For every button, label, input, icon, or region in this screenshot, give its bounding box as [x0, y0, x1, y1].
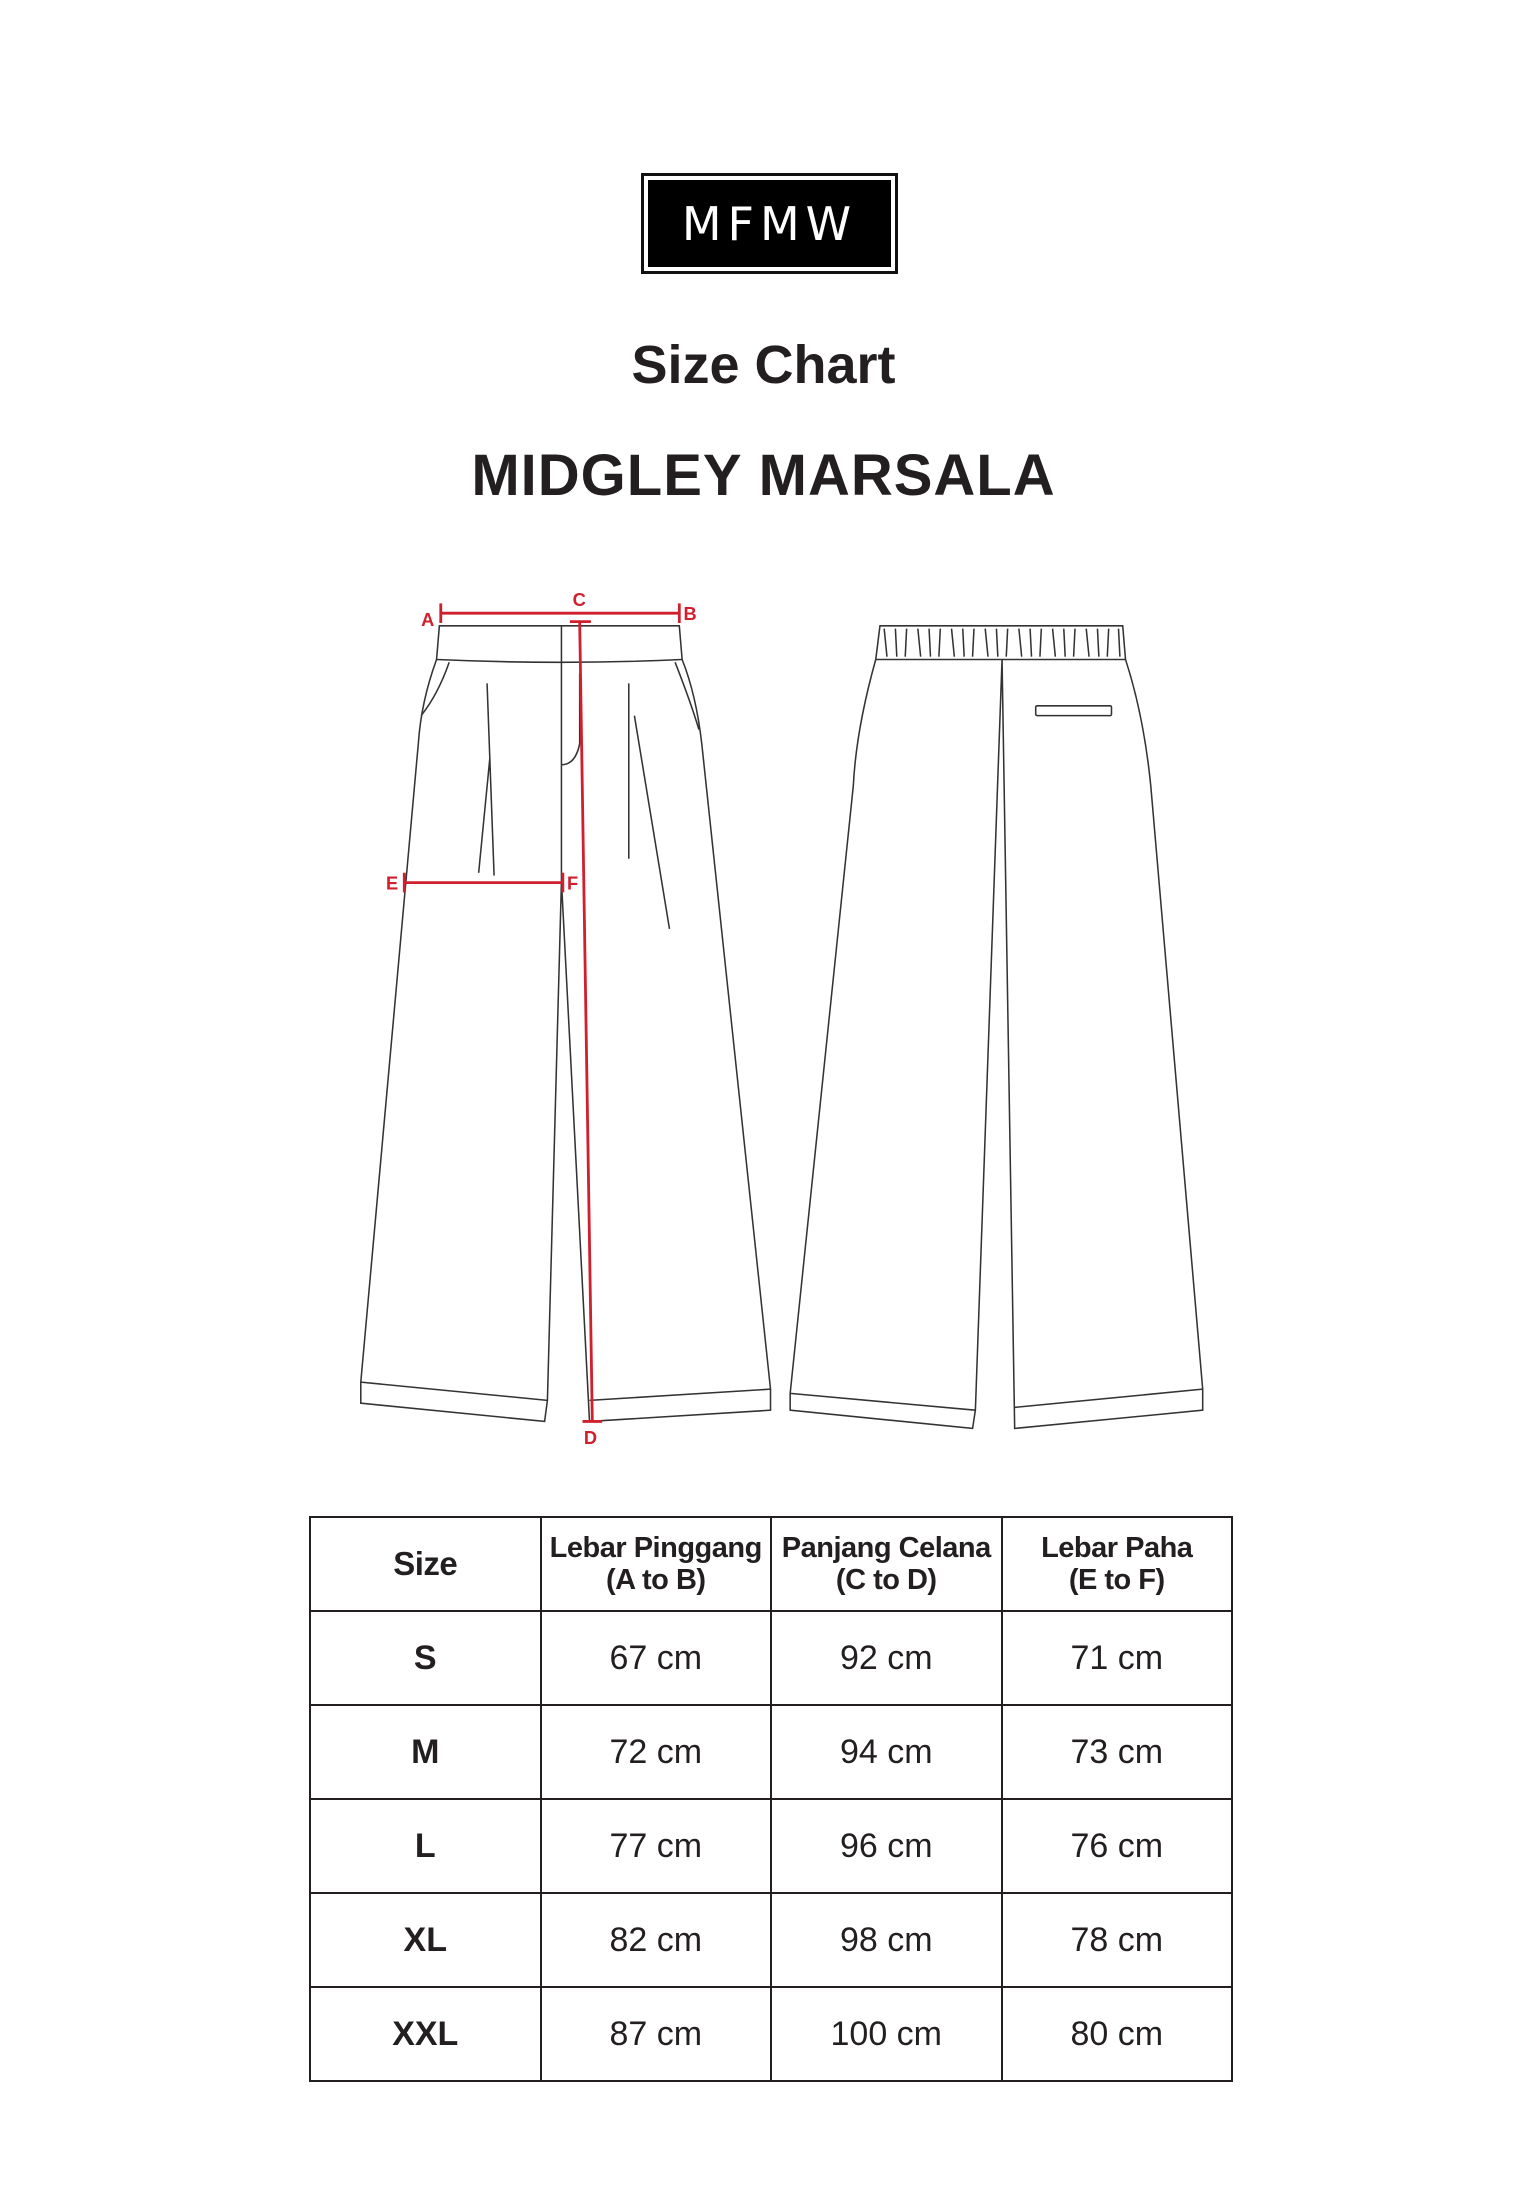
- table-header-row: [310, 1517, 1232, 1611]
- waist-cell: 77 cm: [541, 1799, 772, 1893]
- header-label: Size: [393, 1545, 458, 1582]
- table-row: [310, 1705, 1232, 1799]
- thigh-cell: 80 cm: [1002, 1987, 1233, 2081]
- thigh-cell: 71 cm: [1002, 1611, 1233, 1705]
- length-cell: 94 cm: [771, 1705, 1002, 1799]
- header-size: [310, 1517, 541, 1611]
- header-length: [771, 1517, 1002, 1611]
- waist-cell: 87 cm: [541, 1987, 772, 2081]
- table-row: [310, 1611, 1232, 1705]
- thigh-cell: 76 cm: [1002, 1799, 1233, 1893]
- label-c: C: [572, 589, 586, 611]
- label-d: D: [583, 1426, 598, 1448]
- table-row: [310, 1987, 1232, 2081]
- header-sublabel: (E to F): [1068, 1564, 1165, 1596]
- header-waist: [541, 1517, 772, 1611]
- size-cell: XXL: [310, 1987, 541, 2081]
- label-f: F: [567, 872, 579, 894]
- thigh-cell: 78 cm: [1002, 1893, 1233, 1987]
- front-pants-outline: [361, 626, 771, 1422]
- label-b: B: [683, 603, 697, 625]
- header-thigh: [1002, 1517, 1233, 1611]
- header-label: Lebar Pinggang: [549, 1532, 762, 1564]
- measurement-lines: [404, 603, 679, 1421]
- table-row: [310, 1893, 1232, 1987]
- label-a: A: [421, 608, 435, 630]
- brand-logo-text: MFMW: [648, 180, 891, 267]
- thigh-cell: 73 cm: [1002, 1705, 1233, 1799]
- header-sublabel: (C to D): [835, 1564, 937, 1596]
- waist-cell: 72 cm: [541, 1705, 772, 1799]
- length-cell: 96 cm: [771, 1799, 1002, 1893]
- length-cell: 100 cm: [771, 1987, 1002, 2081]
- page-title: Size Chart: [631, 335, 896, 395]
- back-pants-outline: [790, 626, 1203, 1429]
- header-label: Panjang Celana: [781, 1532, 991, 1564]
- size-cell: XL: [310, 1893, 541, 1987]
- size-cell: L: [310, 1799, 541, 1893]
- table-row: [310, 1799, 1232, 1893]
- length-cell: 98 cm: [771, 1893, 1002, 1987]
- header-label: Lebar Paha: [1041, 1532, 1193, 1564]
- size-cell: M: [310, 1705, 541, 1799]
- waist-cell: 82 cm: [541, 1893, 772, 1987]
- size-table: [309, 1516, 1233, 2082]
- label-e: E: [386, 872, 399, 894]
- length-cell: 92 cm: [771, 1611, 1002, 1705]
- size-cell: S: [310, 1611, 541, 1705]
- waist-cell: 67 cm: [541, 1611, 772, 1705]
- header-sublabel: (A to B): [605, 1564, 706, 1596]
- product-name: MIDGLEY MARSALA: [471, 443, 1056, 508]
